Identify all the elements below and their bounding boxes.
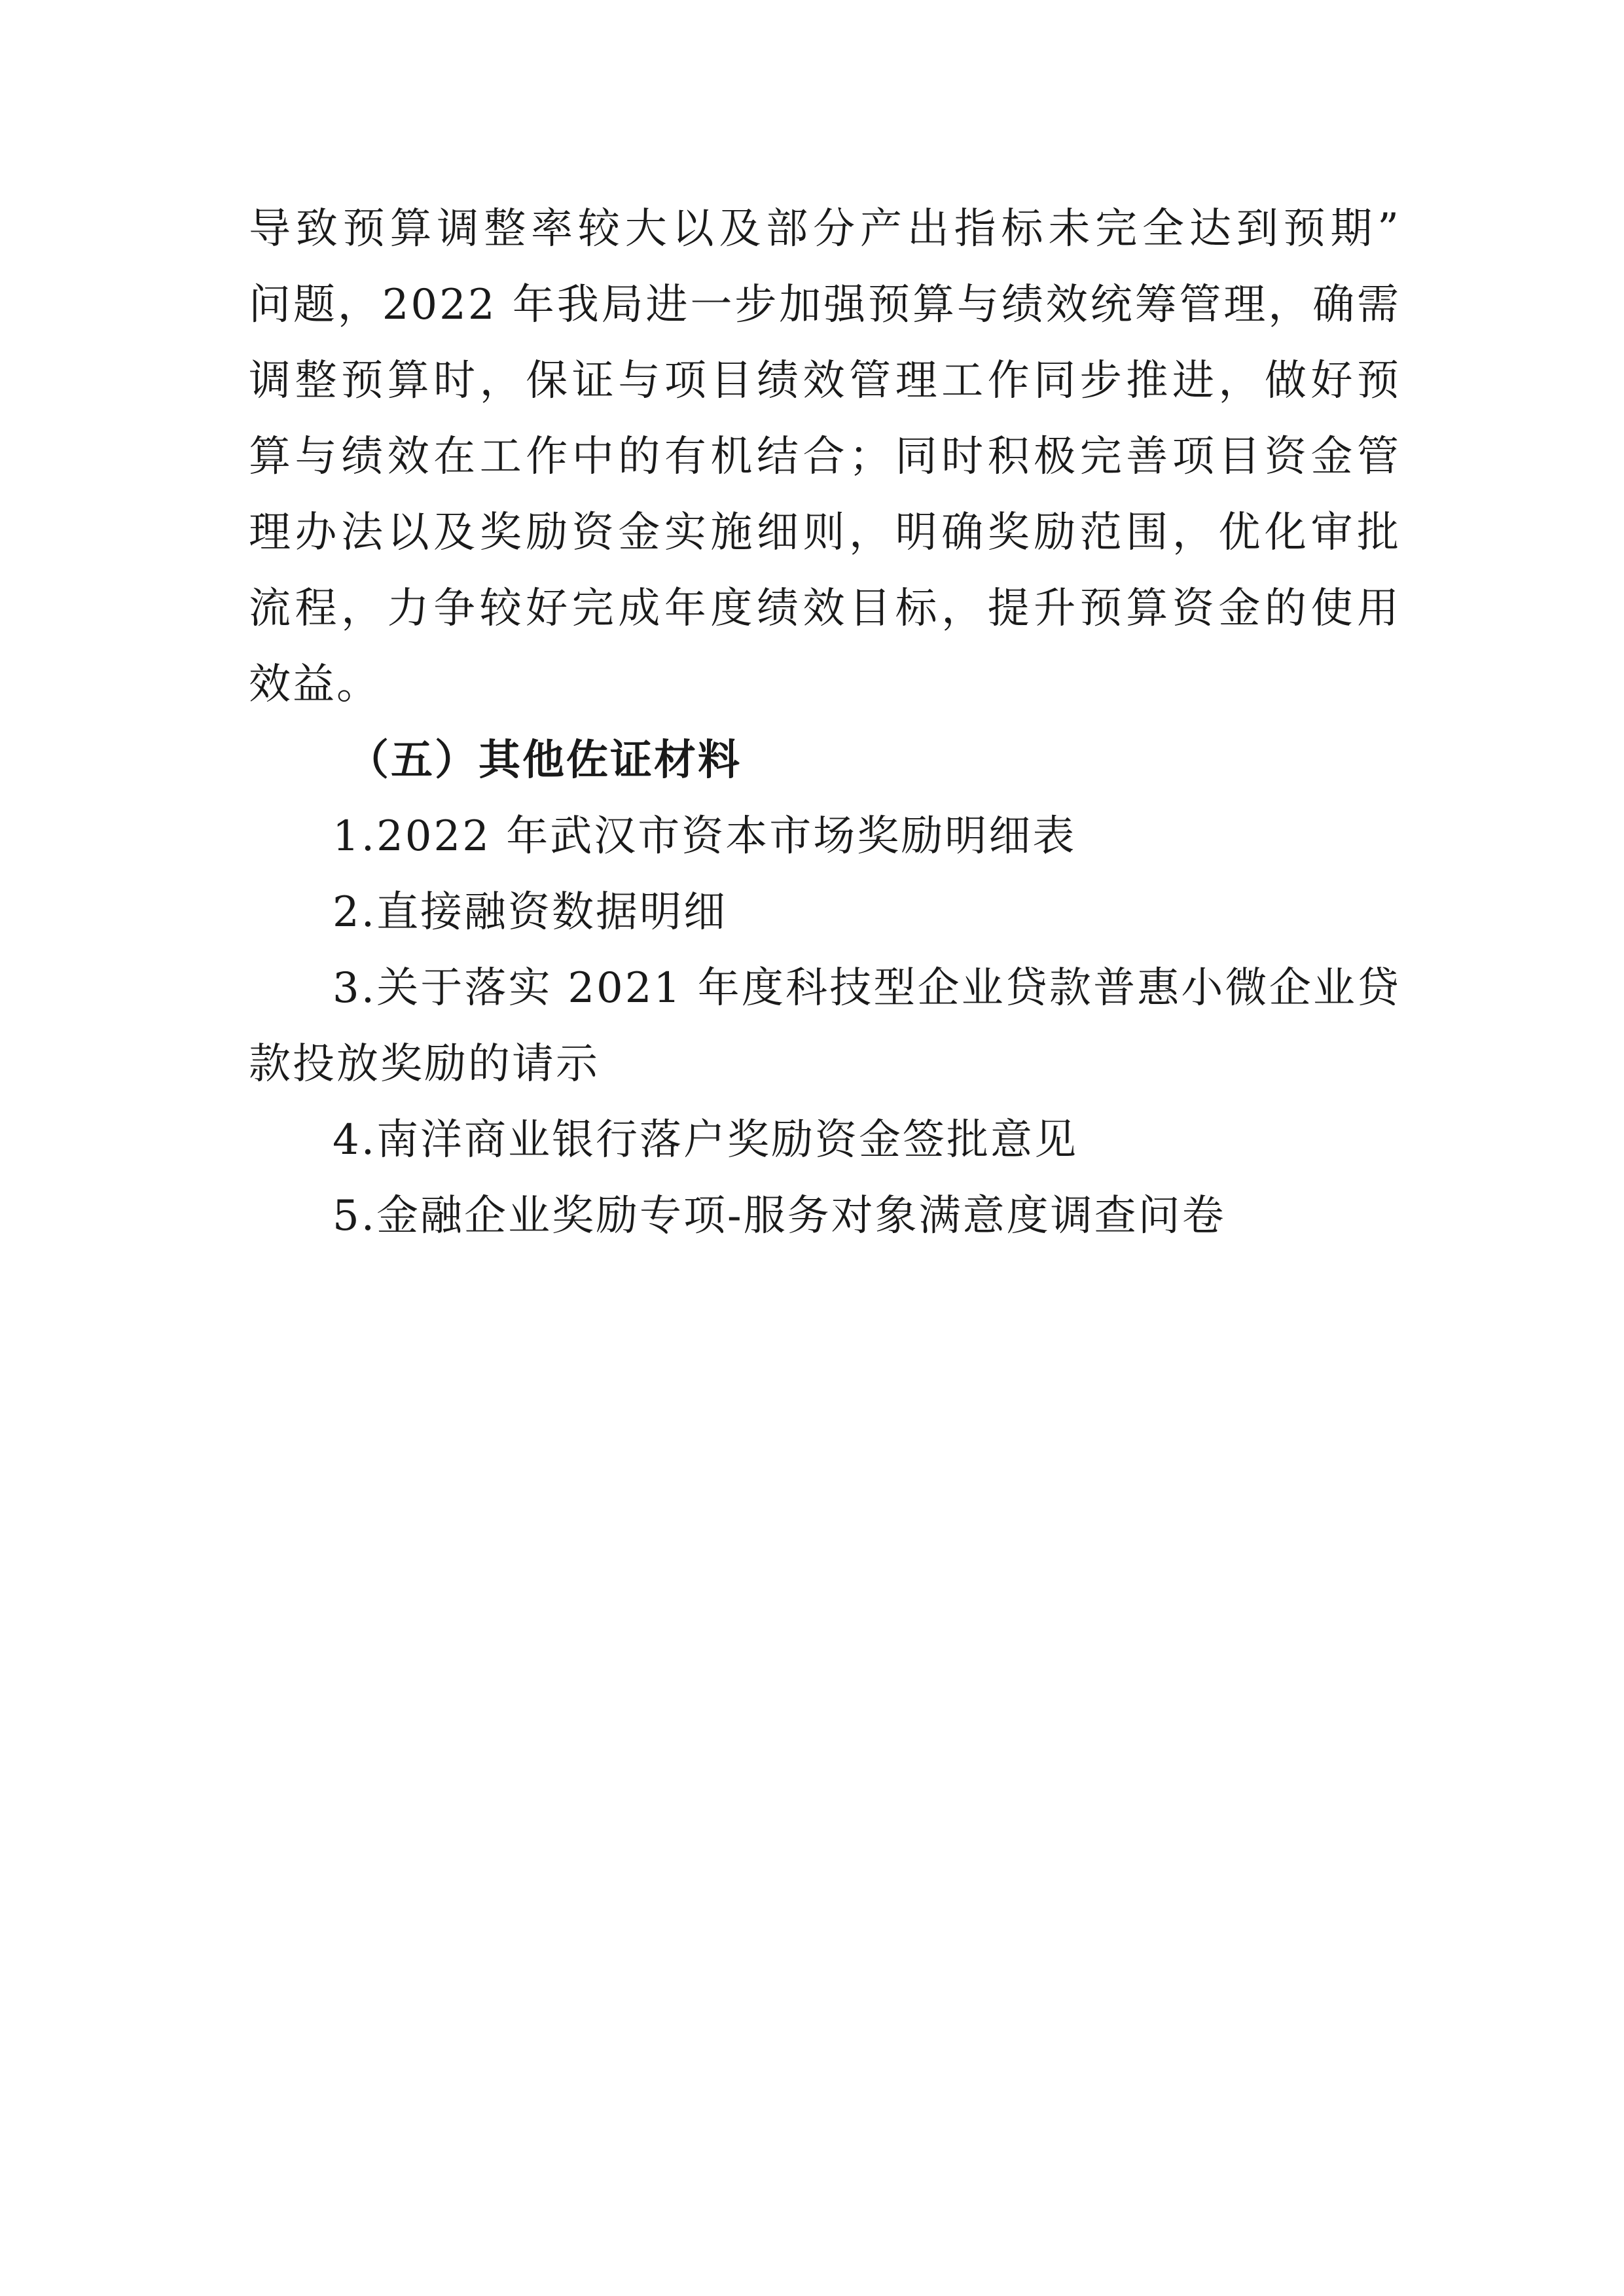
list-item-1: 1.2022 年武汉市资本市场奖励明细表 — [333, 812, 1077, 861]
section-heading: （五）其他佐证材料 — [347, 736, 742, 785]
paragraph-line: 算与绩效在工作中的有机结合；同时积极完善项目资金管 — [249, 433, 1401, 481]
list-item-4: 4.南洋商业银行落户奖励资金签批意见 — [333, 1116, 1079, 1164]
list-item-line: 3.关于落实 2021 年度科技型企业贷款普惠小微企业贷 — [333, 964, 1401, 1013]
list-item-2: 2.直接融资数据明细 — [333, 888, 728, 937]
paragraph-line: 导致预算调整率较大以及部分产出指标未完全达到预期” — [249, 205, 1401, 253]
paragraph-line: 效益。 — [249, 660, 380, 709]
paragraph-line: 流程，力争较好完成年度绩效目标，提升预算资金的使用 — [249, 584, 1401, 633]
paragraph-line: 问题，2022 年我局进一步加强预算与绩效统筹管理，确需 — [249, 281, 1401, 329]
list-item-5: 5.金融企业奖励专项-服务对象满意度调查问卷 — [333, 1192, 1226, 1240]
list-item-line: 款投放奖励的请示 — [249, 1040, 600, 1088]
paragraph-line: 调整预算时，保证与项目绩效管理工作同步推进，做好预 — [249, 357, 1401, 405]
paragraph-line: 理办法以及奖励资金实施细则，明确奖励范围，优化审批 — [249, 509, 1401, 557]
